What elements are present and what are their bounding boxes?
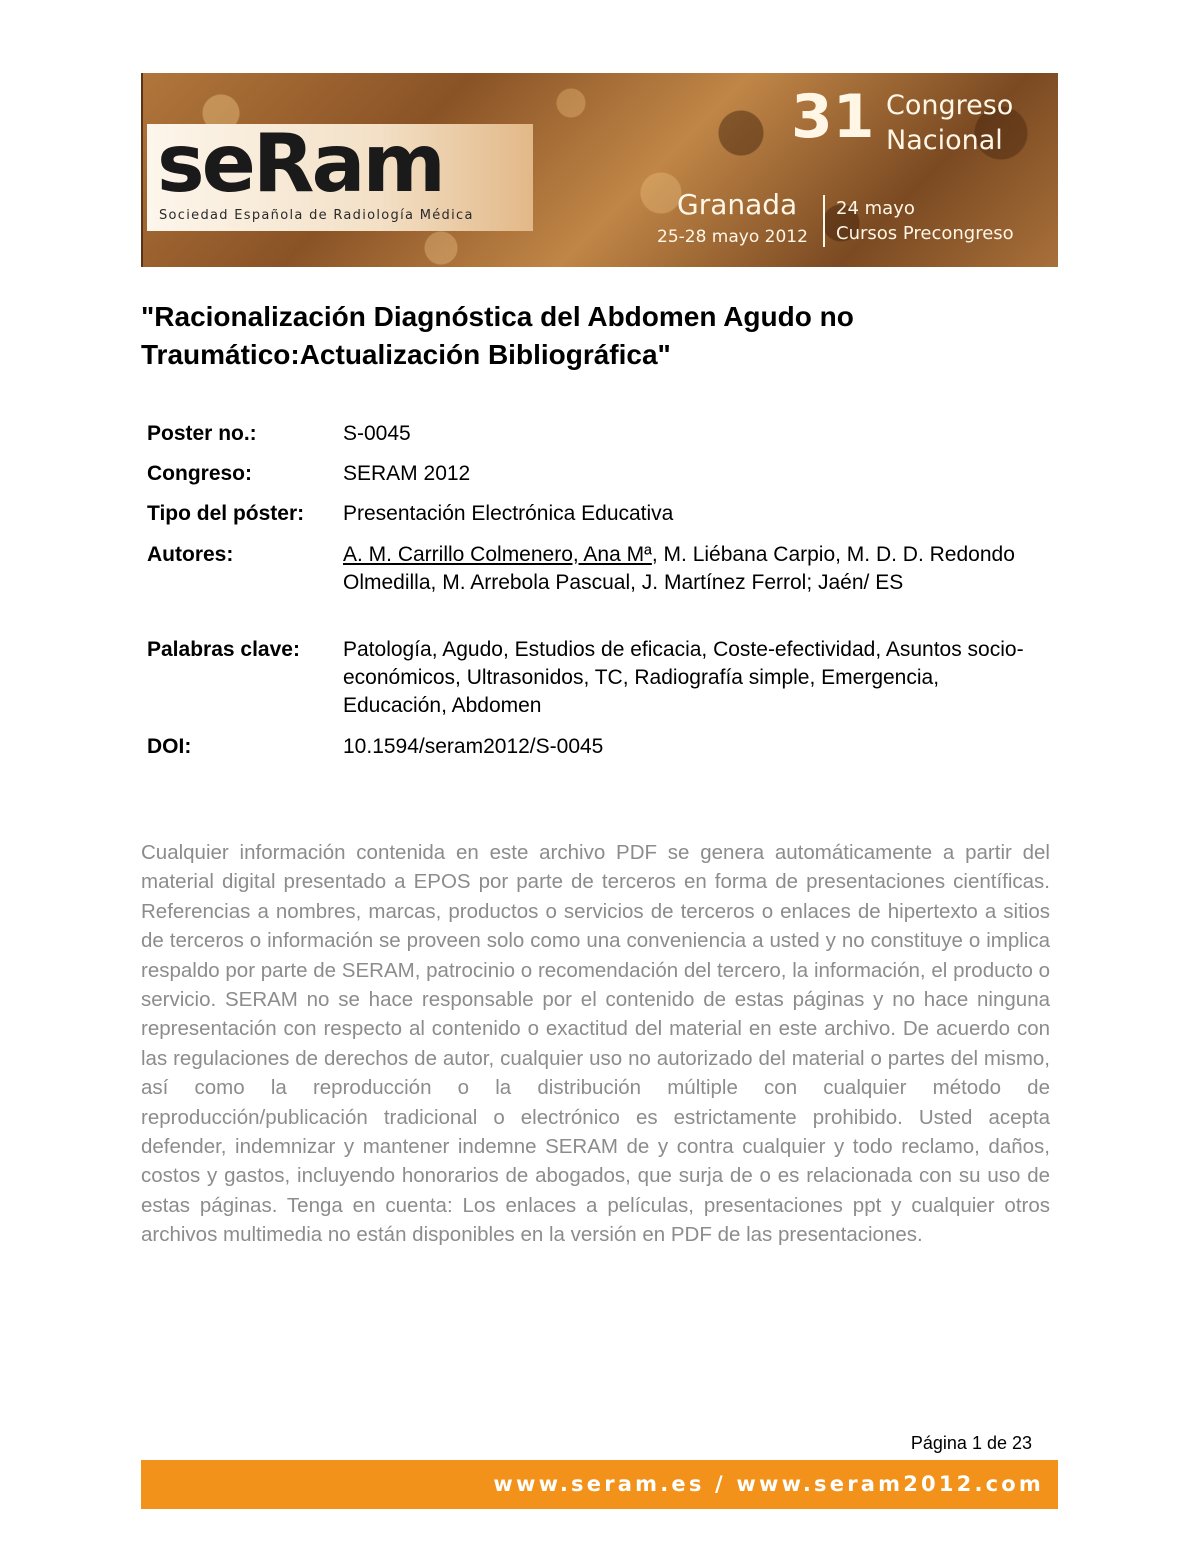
congress-banner [141,73,1058,267]
poster-number-label: Poster no.: [147,422,257,445]
poster-number-value: S-0045 [343,422,411,445]
authors-rest: , M. Liébana Carpio, M. D. D. Redondo Olmedilla, M. Arrebola Pascual, J. Martínez Ferrol; Jaén/ ES [343,543,1015,594]
tipo-value: Presentación Electrónica Educativa [343,502,674,525]
footer-bar [141,1460,1058,1509]
congreso-value: SERAM 2012 [343,462,471,485]
poster-title: "Racionalización Diagnóstica del Abdomen Agudo no Traumático:Actualización Bibliográfica" [141,301,854,370]
palabras-clave-label: Palabras clave: [147,638,300,661]
congress-label-line1: Congreso [886,90,1014,121]
authors-link[interactable]: A. M. Carrillo Colmenero, Ana Mª [343,543,652,566]
seram-logo [147,117,533,231]
doi-value: 10.1594/seram2012/S-0045 [343,735,604,758]
congress-number: 31 [791,82,875,152]
banner-divider [823,195,825,247]
congress-city: Granada [677,188,798,221]
congress-label-line2: Nacional [886,125,1003,156]
precongress-date: 24 mayo [836,198,915,219]
society-name: Sociedad Española de Radiología Médica [159,208,474,223]
banner-edge [141,73,143,267]
congress-dates: 25-28 mayo 2012 [657,227,808,247]
palabras-clave-value: Patología, Agudo, Estudios de eficacia, Coste-efectividad, Asuntos socio-económicos, Ultrasonidos, TC, Radiografía simple, Emergencia, Educación, Abdomen [343,638,1024,717]
seram-logo-text: seRam [157,117,443,210]
autores-value [343,541,1043,597]
disclaimer-paragraph: Cualquier información contenida en este archivo PDF se genera automáticamente a partir del material digital presentado a EPOS por parte de terceros en forma de presentaciones científicas. Referencias a nombres, marcas, productos o servicios de terceros o enlaces de hipertexto a sitios de terceros o información se proveen solo como una conveniencia a usted y no constituye o implica respaldo por parte de SERAM, patrocinio o recomendación del tercero, la información, el producto o servicio. SERAM no se hace responsable por el contenido de estas páginas y no hace ninguna representación con respecto al contenido o exactitud del material en este archivo. De acuerdo con las regulaciones de derechos de autor, cualquier uso no autorizado del material o partes del mismo, así como la reproducción o la distribución múltiple con cualquier método de reproducción/publicación tradicional o electrónico es estrictamente prohibido. Usted acepta defender, indemnizar y mantener indemne SERAM de y contra cualquier y todo reclamo, daños, costos y gastos, incluyendo honorarios de abogados, que surja de o es relacionada con su uso de estas páginas. Tenga en cuenta: Los enlaces a películas, presentaciones ppt y cualquier otros archivos multimedia no están disponibles en la versión en PDF de las presentaciones. [141,841,1050,1247]
precongress-label: Cursos Precongreso [836,223,1014,244]
page-number: Página 1 de 23 [910,1433,1032,1453]
footer-url[interactable]: www.seram.es / www.seram2012.com [493,1472,1044,1496]
tipo-label: Tipo del póster: [147,502,305,525]
doi-label: DOI: [147,735,192,758]
autores-label: Autores: [147,543,234,566]
congreso-label: Congreso: [147,462,252,485]
